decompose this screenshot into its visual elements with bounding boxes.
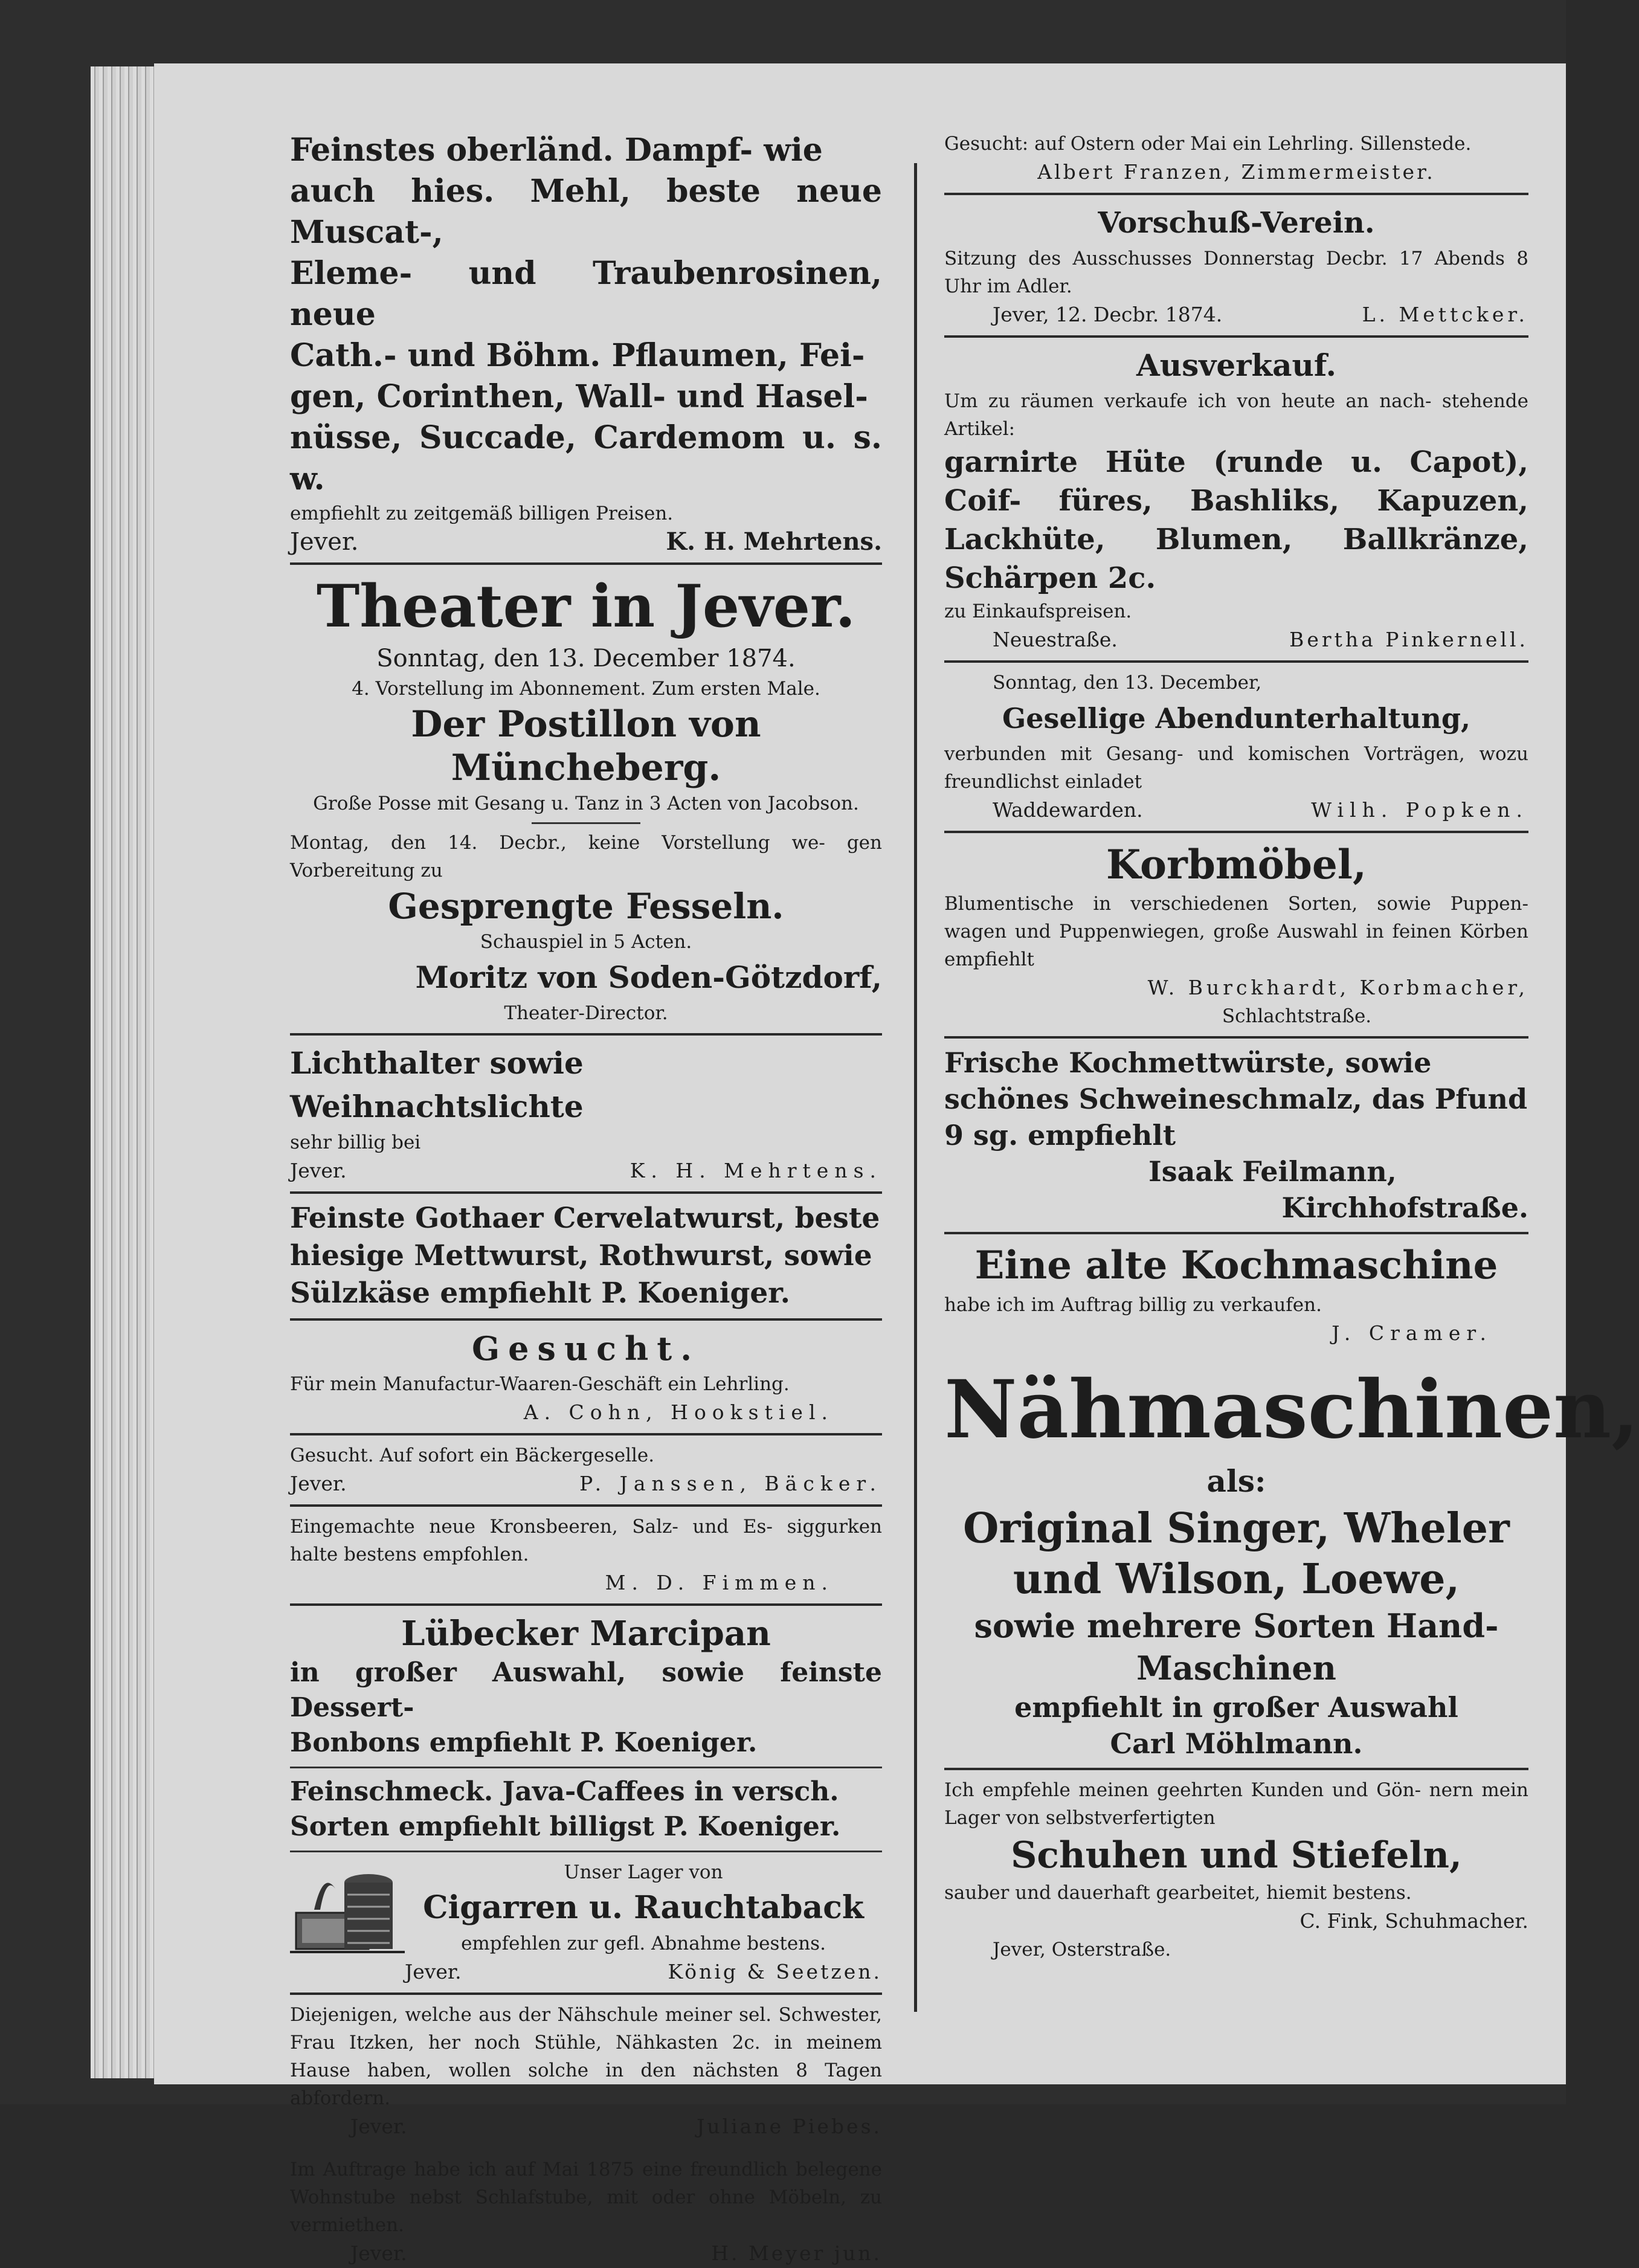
ad-body: sehr billig bei: [290, 1132, 421, 1153]
ad-signer: Albert Franzen, Zimmermeister.: [1037, 160, 1435, 184]
ad-title: Nähmaschinen,: [944, 1363, 1639, 1457]
rule: [290, 1191, 882, 1194]
rule: [944, 1232, 1528, 1234]
ad-line: 4. Vorstellung im Abonnement. Zum ersten Male.: [352, 678, 820, 700]
ad-title: Theater in Jever.: [316, 572, 856, 640]
ad-signer: C. Fink, Schuhmacher.: [1299, 1909, 1528, 1933]
ad-body2: sauber und dauerhaft gearbeitet, hiemit bestens.: [944, 1882, 1412, 1904]
ad-pre: Sonntag, den 13. December,: [993, 672, 1262, 694]
ad-director-title: Theater-Director.: [504, 1002, 668, 1024]
ad-lichthalter: [290, 1042, 882, 1185]
ad-body: Für mein Manufactur-Waaren-Geschäft ein Lehrling.: [290, 1373, 790, 1395]
ad-signer: A. Cohn, Hookstiel.: [523, 1400, 834, 1424]
ad-title: Ausverkauf.: [1136, 347, 1337, 383]
ad-theater: [290, 571, 882, 1027]
ad-line: Cath.- und Böhm. Pflaumen, Fei-: [290, 337, 865, 374]
ad-cervelat: [290, 1200, 882, 1312]
rule: [290, 1318, 882, 1321]
cigar-box-illustration: [290, 1858, 405, 1961]
column-divider: [914, 163, 917, 2012]
rule: [944, 1036, 1528, 1039]
ad-kochmaschine: [944, 1240, 1528, 1348]
ad-title: Gesucht.: [471, 1329, 701, 1368]
ad-place: Jever.: [405, 1960, 462, 1983]
ad-line: Maschinen: [1136, 1649, 1336, 1687]
ad-body: Blumentische in verschiedenen Sorten, sowie Puppen- wagen und Puppenwiegen, große Auswahl in feinen Körben empfiehlt: [944, 893, 1528, 970]
ad-director: Moritz von Soden-Götzdorf,: [415, 959, 882, 995]
ad-body: empfehlen zur gefl. Abnahme bestens.: [461, 1933, 826, 1954]
ad-title: Vorschuß-Verein.: [1098, 206, 1375, 240]
rule: [290, 1993, 882, 1995]
ad-title: Eine alte Kochmaschine: [974, 1243, 1498, 1288]
ad-line: gen, Corinthen, Wall- und Hasel-: [290, 378, 868, 415]
ad-vorschuss-verein: [944, 201, 1528, 329]
rule: [944, 335, 1528, 338]
ad-marcipan: [290, 1612, 882, 1761]
ad-line: hiesige Mettwurst, Rothwurst, sowie: [290, 1239, 872, 1272]
ad-place: Jever, 12. Decbr. 1874.: [993, 303, 1223, 326]
ad-title: Lübecker Marcipan: [401, 1614, 771, 1654]
ad-body: verbunden mit Gesang- und komischen Vorträgen, wozu freundlichst einladet: [944, 743, 1528, 793]
ad-date: Sonntag, den 13. December 1874.: [376, 645, 796, 672]
ad-line: schönes Schweineschmalz, das Pfund: [944, 1083, 1528, 1115]
ad-place: Waddewarden.: [993, 798, 1143, 822]
ad-place: Jever, Osterstraße.: [993, 1939, 1171, 1960]
ad-line: auch hies. Mehl, beste neue Muscat-,: [290, 173, 882, 251]
ad-title: Lichthalter sowie Weihnachtslichte: [290, 1045, 584, 1124]
ad-notice: Montag, den 14. Decbr., keine Vorstellung we- gen Vorbereitung zu: [290, 832, 882, 881]
ad-signer: H. Meyer jun.: [711, 2241, 882, 2265]
ad-kronsbeeren: [290, 1513, 882, 1597]
ad-title: Cigarren u. Rauchtaback: [423, 1889, 864, 1926]
ad-body: Im Auftrage habe ich auf Mai 1875 eine freundlich belegene Wohnstube nebst Schlafstube, mit oder ohne Möbeln, zu vermiethen.: [290, 2159, 882, 2236]
ad-mehrtens-flour: [290, 130, 882, 556]
book-page-edges: [91, 66, 157, 2078]
ad-signer: Wilh. Popken.: [1311, 798, 1528, 822]
rule: [944, 831, 1528, 833]
ad-schuhe: [944, 1776, 1528, 1964]
ad-signer: P. Janssen, Bäcker.: [579, 1472, 882, 1495]
ad-signer: L. Mettcker.: [1362, 303, 1528, 326]
ad-tail: zu Einkaufspreisen.: [944, 601, 1132, 622]
rule: [290, 1767, 882, 1768]
ad-desc2: Schauspiel in 5 Acten.: [480, 931, 692, 953]
ad-pre: Unser Lager von: [564, 1861, 723, 1883]
ad-naehmaschinen: [944, 1360, 1639, 1762]
ad-ausverkauf: [944, 344, 1528, 654]
ad-title: Korbmöbel,: [1106, 841, 1367, 888]
rule: [290, 1033, 882, 1036]
ad-place: Jever.: [290, 1472, 347, 1495]
ad-signer2: Schlachtstraße.: [1222, 1005, 1372, 1027]
ad-signer2: Kirchhofstraße.: [1281, 1191, 1528, 1224]
rule: [944, 193, 1528, 195]
ad-line: Bonbons empfiehlt P. Koeniger.: [290, 1727, 758, 1758]
ad-place: Neuestraße.: [993, 628, 1118, 651]
ad-signer: König & Seetzen.: [668, 1960, 882, 1983]
ad-highlight: garnirte Hüte (runde u. Capot), Coif- füres, Bashliks, Kapuzen, Lackhüte, Blumen, Ballkränze, Schärpen 2c.: [944, 445, 1528, 595]
ad-als: als:: [1206, 1463, 1266, 1499]
ad-body: Ich empfehle meinen geehrten Kunden und Gön- nern mein Lager von selbstverfertigten: [944, 1779, 1528, 1829]
ad-title: Schuhen und Stiefeln,: [1011, 1834, 1462, 1877]
ad-line: nüsse, Succade, Cardemom u. s. w.: [290, 419, 882, 497]
ad-lehrling-zimmermeister: [944, 130, 1528, 187]
rule: [290, 562, 882, 565]
ad-body: Um zu räumen verkaufe ich von heute an nach- stehende Artikel:: [944, 390, 1528, 440]
ad-baeckergeselle: [290, 1442, 882, 1498]
ad-body: Eingemachte neue Kronsbeeren, Salz- und Es- siggurken halte bestens empfohlen.: [290, 1516, 882, 1565]
ad-line: Feinstes oberländ. Dampf- wie: [290, 132, 823, 169]
ad-cigarren: [290, 1858, 882, 1986]
ad-line: Sülzkäse empfiehlt P. Koeniger.: [290, 1277, 791, 1310]
ad-line: sowie mehrere Sorten Hand-: [974, 1606, 1499, 1645]
ad-line: 9 sg. empfiehlt: [944, 1119, 1176, 1152]
ad-korbmoebel: [944, 839, 1528, 1030]
ad-signer: Bertha Pinkernell.: [1289, 628, 1528, 651]
ad-kochmettwurst: [944, 1045, 1528, 1226]
ad-line: Feinste Gothaer Cervelatwurst, beste: [290, 1202, 880, 1235]
ad-signer: W. Burckhardt, Korbmacher,: [1147, 976, 1528, 999]
rule: [290, 1851, 882, 1852]
left-column: [290, 130, 882, 2268]
ad-body: Diejenigen, welche aus der Nähschule meiner sel. Schwester, Frau Itzken, her noch Stühle, Nähkasten 2c. in meinem Hause haben, wollen solche in den nächsten 8 Tagen abfordern.: [290, 2004, 882, 2109]
ad-desc: Große Posse mit Gesang u. Tanz in 3 Acten von Jacobson.: [313, 793, 859, 814]
rule: [290, 1504, 882, 1507]
ad-caffees: [290, 1774, 882, 1844]
ad-signer: K. H. Mehrtens.: [630, 1159, 882, 1182]
ad-line: empfiehlt in großer Auswahl: [1014, 1691, 1458, 1724]
ad-signer: K. H. Mehrtens.: [666, 527, 882, 556]
ad-line: Original Singer, Wheler: [963, 1504, 1510, 1553]
rule: [290, 1433, 882, 1435]
rule: [944, 660, 1528, 663]
ad-line: Feinschmeck. Java-Caffees in versch.: [290, 1776, 839, 1807]
ad-place: Jever.: [350, 2241, 407, 2265]
ad-line: Frische Kochmettwürste, sowie: [944, 1046, 1432, 1079]
ad-signer: Carl Möhlmann.: [1110, 1727, 1363, 1760]
ad-naehschule: [290, 2001, 882, 2141]
ad-signer: Juliane Piebes.: [697, 2115, 882, 2138]
ad-body: habe ich im Auftrag billig zu verkaufen.: [944, 1294, 1322, 1316]
ad-place: Jever.: [290, 1159, 347, 1182]
ad-body: Sitzung des Ausschusses Donnerstag Decbr. 17 Abends 8 Uhr im Adler.: [944, 248, 1528, 297]
ad-gesucht-lehrling: [290, 1327, 882, 1427]
ad-title: Gesellige Abendunterhaltung,: [1002, 702, 1470, 735]
rule: [944, 1768, 1528, 1770]
rule: [290, 2147, 882, 2150]
ad-line: Eleme- und Traubenrosinen, neue: [290, 255, 882, 333]
ad-abendunterhaltung: [944, 669, 1528, 825]
ad-body: Gesucht: auf Ostern oder Mai ein Lehrling. Sillenstede.: [944, 133, 1472, 155]
ad-line: und Wilson, Loewe,: [1013, 1555, 1460, 1603]
rule: [290, 1603, 882, 1606]
right-column: [944, 130, 1639, 1964]
ad-play: Der Postillon von Müncheberg.: [411, 703, 761, 789]
ad-play2: Gesprengte Fesseln.: [388, 886, 784, 927]
ad-line: Sorten empfiehlt billigst P. Koeniger.: [290, 1811, 841, 1842]
ad-wohnstube: [290, 2156, 882, 2268]
ad-signer: M. D. Fimmen.: [605, 1571, 834, 1594]
separator: [532, 822, 640, 824]
ad-body: empfiehlt zu zeitgemäß billigen Preisen.: [290, 503, 674, 524]
ad-line: in großer Auswahl, sowie feinste Dessert-: [290, 1657, 882, 1723]
ad-place: Jever.: [350, 2115, 407, 2138]
ad-body: Gesucht. Auf sofort ein Bäckergeselle.: [290, 1445, 655, 1466]
ad-signer: J. Cramer.: [1331, 1321, 1492, 1345]
ad-place: Jever.: [290, 528, 359, 556]
ad-signer: Isaak Feilmann,: [1148, 1155, 1397, 1188]
